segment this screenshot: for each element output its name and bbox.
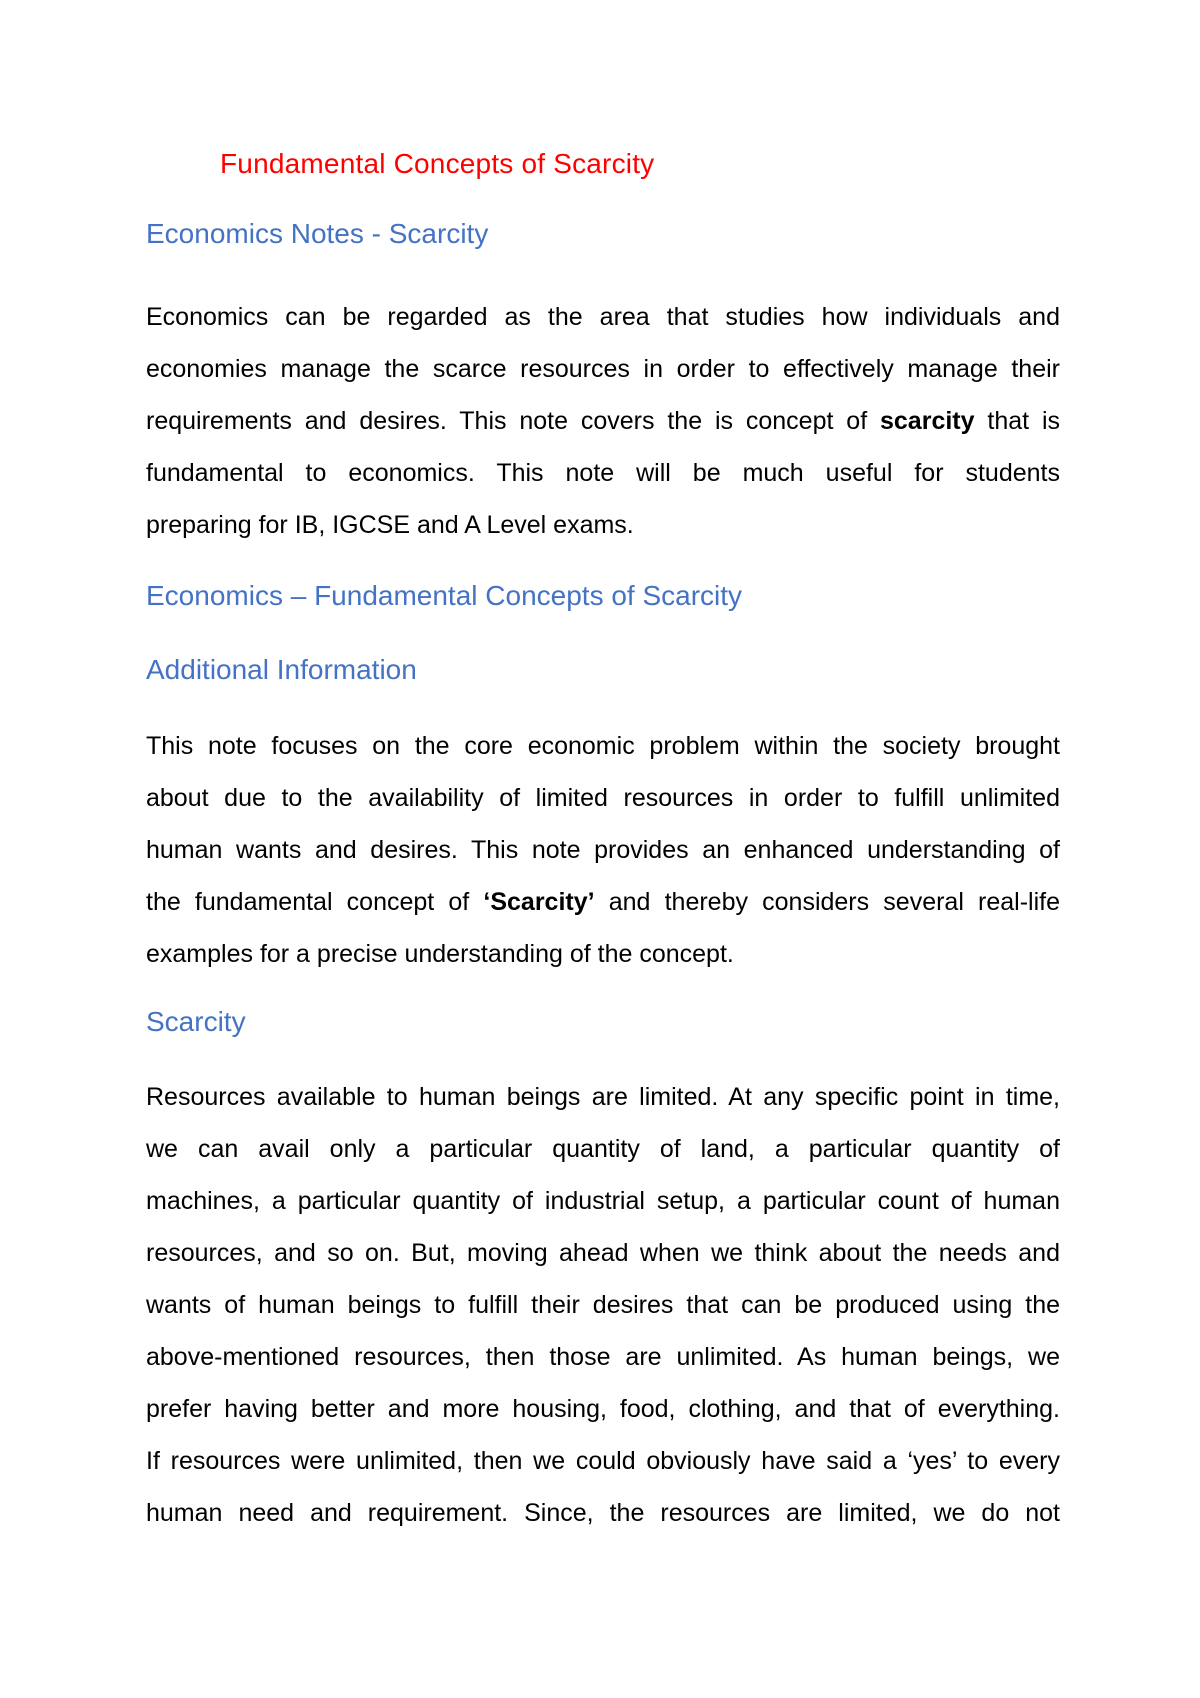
paragraph-line: Economics can be regarded as the area that studies how individuals and	[146, 303, 1060, 331]
paragraph-line: fundamental to economics. This note will be much useful for students	[146, 459, 1060, 487]
paragraph-scarcity	[146, 1071, 1060, 1539]
paragraph-line: human wants and desires. This note provides an enhanced understanding of	[146, 836, 1060, 864]
paragraph-line: wants of human beings to fulfill their desires that can be produced using the	[146, 1291, 1060, 1319]
paragraph-line: machines, a particular quantity of industrial setup, a particular count of human	[146, 1187, 1060, 1215]
heading-scarcity: Scarcity	[146, 1006, 246, 1037]
paragraph-line: resources, and so on. But, moving ahead when we think about the needs and	[146, 1239, 1060, 1267]
heading-economics-notes: Economics Notes - Scarcity	[146, 218, 489, 249]
paragraph-line: prefer having better and more housing, food, clothing, and that of everything.	[146, 1395, 1060, 1423]
paragraph-line: economies manage the scarce resources in order to effectively manage their	[146, 355, 1060, 383]
paragraph-intro	[146, 291, 1060, 551]
paragraph-line: human need and requirement. Since, the resources are limited, we do not	[146, 1499, 1060, 1527]
paragraph-line: we can avail only a particular quantity of land, a particular quantity of	[146, 1135, 1060, 1163]
paragraph-line: preparing for IB, IGCSE and A Level exams.	[146, 511, 634, 539]
text-run: that is	[974, 407, 1060, 435]
paragraph-line: This note focuses on the core economic problem within the society brought	[146, 732, 1060, 760]
heading-additional-information: Additional Information	[146, 654, 417, 685]
bold-term-scarcity-quoted: ‘Scarcity’	[483, 888, 595, 916]
paragraph-line: about due to the availability of limited resources in order to fulfill unlimited	[146, 784, 1060, 812]
heading-fundamental-concepts: Economics – Fundamental Concepts of Scarcity	[146, 580, 743, 611]
text-run: requirements and desires. This note covers the is concept of	[146, 407, 880, 435]
paragraph-line: examples for a precise understanding of the concept.	[146, 940, 734, 968]
paragraph-additional-info	[146, 720, 1060, 980]
paragraph-line: above-mentioned resources, then those are unlimited. As human beings, we	[146, 1343, 1060, 1371]
paragraph-line	[146, 395, 1060, 447]
paragraph-line: Resources available to human beings are limited. At any specific point in time,	[146, 1083, 1060, 1111]
bold-term-scarcity: scarcity	[880, 407, 975, 435]
document-title: Fundamental Concepts of Scarcity	[220, 148, 655, 179]
text-run: and thereby considers several real-life	[594, 888, 1060, 916]
paragraph-line: If resources were unlimited, then we could obviously have said a ‘yes’ to every	[146, 1447, 1060, 1475]
text-run: the fundamental concept of	[146, 888, 484, 916]
paragraph-line	[146, 876, 1060, 928]
